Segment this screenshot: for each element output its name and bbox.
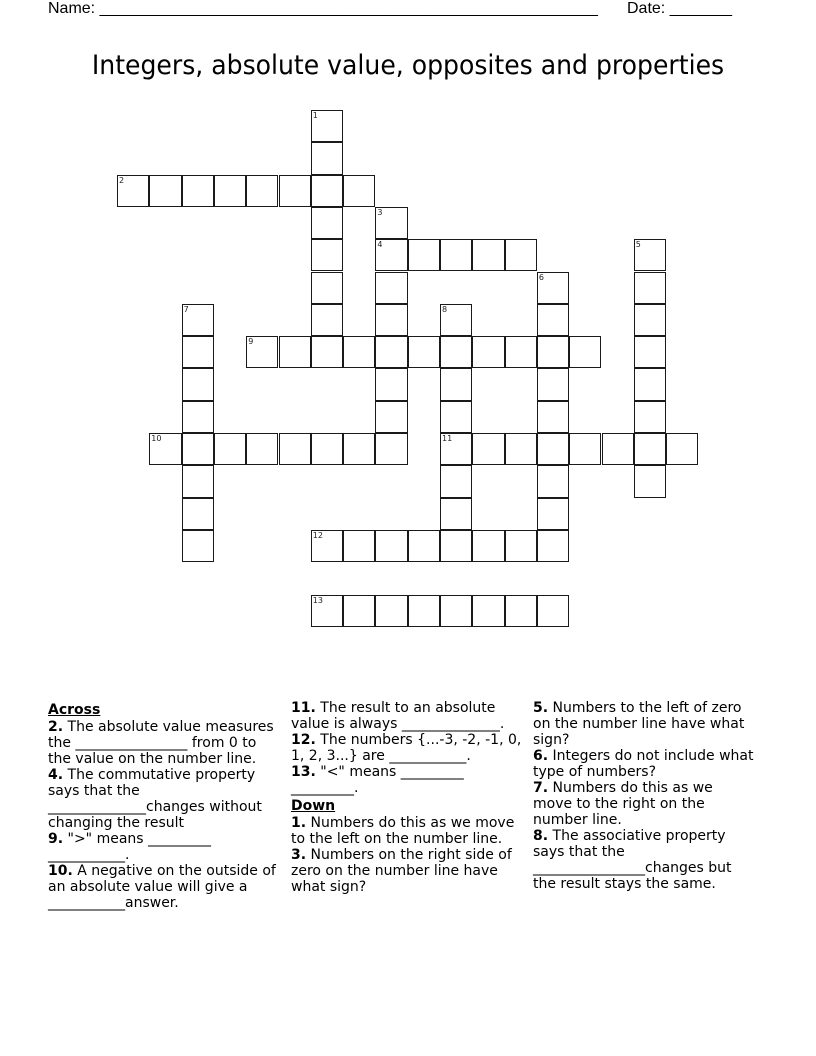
clues-column-3	[533, 700, 755, 892]
crossword-cell[interactable]	[182, 401, 214, 433]
down-heading: Down	[291, 798, 336, 814]
clue-number: 11	[442, 434, 453, 443]
crossword-cell[interactable]	[634, 368, 666, 400]
clue-across-10: 10. A negative on the outside of an absolute value will give a ___________answer.	[48, 863, 276, 911]
clue-across-2: 2. The absolute value measures the ________________ from 0 to the value on the number line.	[48, 719, 274, 767]
crossword-cell[interactable]	[408, 239, 440, 271]
page-title: Integers, absolute value, opposites and properties	[91, 50, 725, 81]
crossword-cell[interactable]	[634, 465, 666, 497]
crossword-cell[interactable]	[375, 368, 407, 400]
crossword-cell[interactable]	[634, 304, 666, 336]
crossword-cell[interactable]	[182, 433, 214, 465]
clue-down-8: 8. The associative property says that the ________________changes but the result stays the same.	[533, 828, 732, 892]
clue-number: 3	[377, 207, 383, 217]
crossword-cell[interactable]	[279, 175, 311, 207]
clue-across-13: 13. "<" means _________ _________.	[291, 764, 464, 796]
clue-number: 12	[312, 530, 323, 540]
crossword-cell[interactable]	[375, 530, 407, 562]
crossword-cell[interactable]	[182, 530, 214, 562]
clue-across-11: 11. The result to an absolute value is always ______________.	[291, 700, 505, 732]
crossword-cell[interactable]	[537, 465, 569, 497]
clue-number: 1	[312, 111, 318, 120]
crossword-cell[interactable]	[311, 304, 343, 336]
clue-number: 9	[248, 337, 254, 347]
crossword-cell[interactable]	[440, 465, 472, 497]
clue-down-7: 7. Numbers do this as we move to the right on the number line.	[533, 780, 713, 828]
clue-down-6: 6. Integers do not include what type of numbers?	[533, 748, 754, 780]
crossword-cell[interactable]	[375, 595, 407, 627]
crossword-cell[interactable]	[472, 239, 504, 271]
clue-down-5: 5. Numbers to the left of zero on the number line have what sign?	[533, 700, 745, 748]
crossword-cell[interactable]	[182, 175, 214, 207]
crossword-cell[interactable]	[375, 207, 407, 239]
crossword-cell[interactable]	[666, 433, 698, 465]
clue-number: 4	[377, 240, 383, 250]
crossword-cell[interactable]	[569, 433, 601, 465]
crossword-cell[interactable]	[375, 336, 407, 368]
crossword-cell[interactable]	[440, 336, 472, 368]
clue-across-9: 9. ">" means _________ ___________.	[48, 831, 212, 863]
crossword-cell[interactable]	[343, 433, 375, 465]
crossword-cell[interactable]	[537, 272, 569, 304]
crossword-cell[interactable]	[311, 272, 343, 304]
crossword-cell[interactable]	[311, 530, 343, 562]
crossword-cell[interactable]	[440, 368, 472, 400]
crossword-cell[interactable]	[246, 433, 278, 465]
crossword-cell[interactable]	[311, 175, 343, 207]
crossword-cell[interactable]	[311, 110, 343, 142]
crossword-cell[interactable]	[311, 142, 343, 174]
clue-number: 5	[635, 240, 641, 250]
across-heading: Across	[48, 702, 101, 718]
crossword-cell[interactable]	[537, 530, 569, 562]
crossword-cell[interactable]	[505, 336, 537, 368]
crossword-cell[interactable]	[279, 336, 311, 368]
name-field: Name: ________________________________________________________	[48, 0, 598, 17]
crossword-cell[interactable]	[472, 595, 504, 627]
date-field: Date: _______	[627, 0, 732, 17]
crossword-cell[interactable]	[537, 368, 569, 400]
crossword-cell[interactable]	[343, 175, 375, 207]
clue-number: 7	[183, 304, 189, 314]
crossword-cell[interactable]	[472, 336, 504, 368]
crossword-cell[interactable]	[440, 433, 472, 465]
crossword-cell[interactable]	[569, 336, 601, 368]
clue-down-1: 1. Numbers do this as we move to the left on the number line.	[291, 815, 515, 847]
crossword-cell[interactable]	[472, 530, 504, 562]
crossword-cell[interactable]	[149, 433, 181, 465]
clue-number: 6	[538, 272, 544, 282]
crossword-cell[interactable]	[505, 595, 537, 627]
clue-across-4: 4. The commutative property says that the ______________changes without changing the result	[48, 767, 262, 831]
crossword-cell[interactable]	[602, 433, 634, 465]
crossword-cell[interactable]	[311, 433, 343, 465]
crossword-cell[interactable]	[440, 530, 472, 562]
crossword-cell[interactable]	[375, 304, 407, 336]
crossword-cell[interactable]	[214, 433, 246, 465]
clue-across-12: 12. The numbers {...-3, -2, -1, 0, 1, 2, 3...} are ___________.	[291, 732, 522, 764]
crossword-cell[interactable]	[634, 272, 666, 304]
crossword-cell[interactable]	[311, 595, 343, 627]
crossword-cell[interactable]	[311, 207, 343, 239]
crossword-cell[interactable]	[634, 433, 666, 465]
crossword-cell[interactable]	[311, 239, 343, 271]
crossword-cell[interactable]	[246, 175, 278, 207]
crossword-cell[interactable]	[182, 304, 214, 336]
crossword-cell[interactable]	[440, 239, 472, 271]
crossword-cell[interactable]	[537, 498, 569, 530]
crossword-cell[interactable]	[537, 304, 569, 336]
crossword-cell[interactable]	[505, 433, 537, 465]
crossword-cell[interactable]	[537, 401, 569, 433]
crossword-cell[interactable]	[149, 175, 181, 207]
crossword-cell[interactable]	[440, 595, 472, 627]
crossword-cell[interactable]	[408, 530, 440, 562]
crossword-cell[interactable]	[408, 595, 440, 627]
crossword-cell[interactable]	[440, 498, 472, 530]
clues-column-2	[291, 700, 527, 895]
crossword-cell[interactable]	[537, 595, 569, 627]
crossword-cell[interactable]	[343, 530, 375, 562]
crossword-cell[interactable]	[182, 368, 214, 400]
crossword-cell[interactable]	[505, 239, 537, 271]
crossword-cell[interactable]	[343, 336, 375, 368]
clue-down-3: 3. Numbers on the right side of zero on the number line have what sign?	[291, 847, 512, 895]
crossword-cell[interactable]	[182, 498, 214, 530]
crossword-cell[interactable]	[246, 336, 278, 368]
crossword-cell[interactable]	[375, 401, 407, 433]
crossword-cell[interactable]	[375, 239, 407, 271]
crossword-cell[interactable]	[311, 336, 343, 368]
crossword-cell[interactable]	[634, 239, 666, 271]
clue-number: 8	[442, 304, 448, 314]
crossword-cell[interactable]	[214, 175, 246, 207]
crossword-cell[interactable]	[182, 336, 214, 368]
crossword-cell[interactable]	[472, 433, 504, 465]
clue-number: 10	[151, 434, 162, 443]
clues-column-1	[48, 700, 280, 911]
crossword-cell[interactable]	[440, 401, 472, 433]
crossword-cell[interactable]	[634, 336, 666, 368]
crossword-cell[interactable]	[408, 336, 440, 368]
crossword-cell[interactable]	[375, 272, 407, 304]
crossword-cell[interactable]	[375, 433, 407, 465]
clue-number: 13	[312, 595, 323, 605]
crossword-cell[interactable]	[537, 336, 569, 368]
crossword-cell[interactable]	[505, 530, 537, 562]
crossword-cell[interactable]	[343, 595, 375, 627]
crossword-cell[interactable]	[440, 304, 472, 336]
crossword-cell[interactable]	[634, 401, 666, 433]
crossword-cell[interactable]	[182, 465, 214, 497]
crossword-cell[interactable]	[279, 433, 311, 465]
clue-number: 2	[119, 175, 125, 185]
crossword-cell[interactable]	[537, 433, 569, 465]
crossword-cell[interactable]	[117, 175, 149, 207]
